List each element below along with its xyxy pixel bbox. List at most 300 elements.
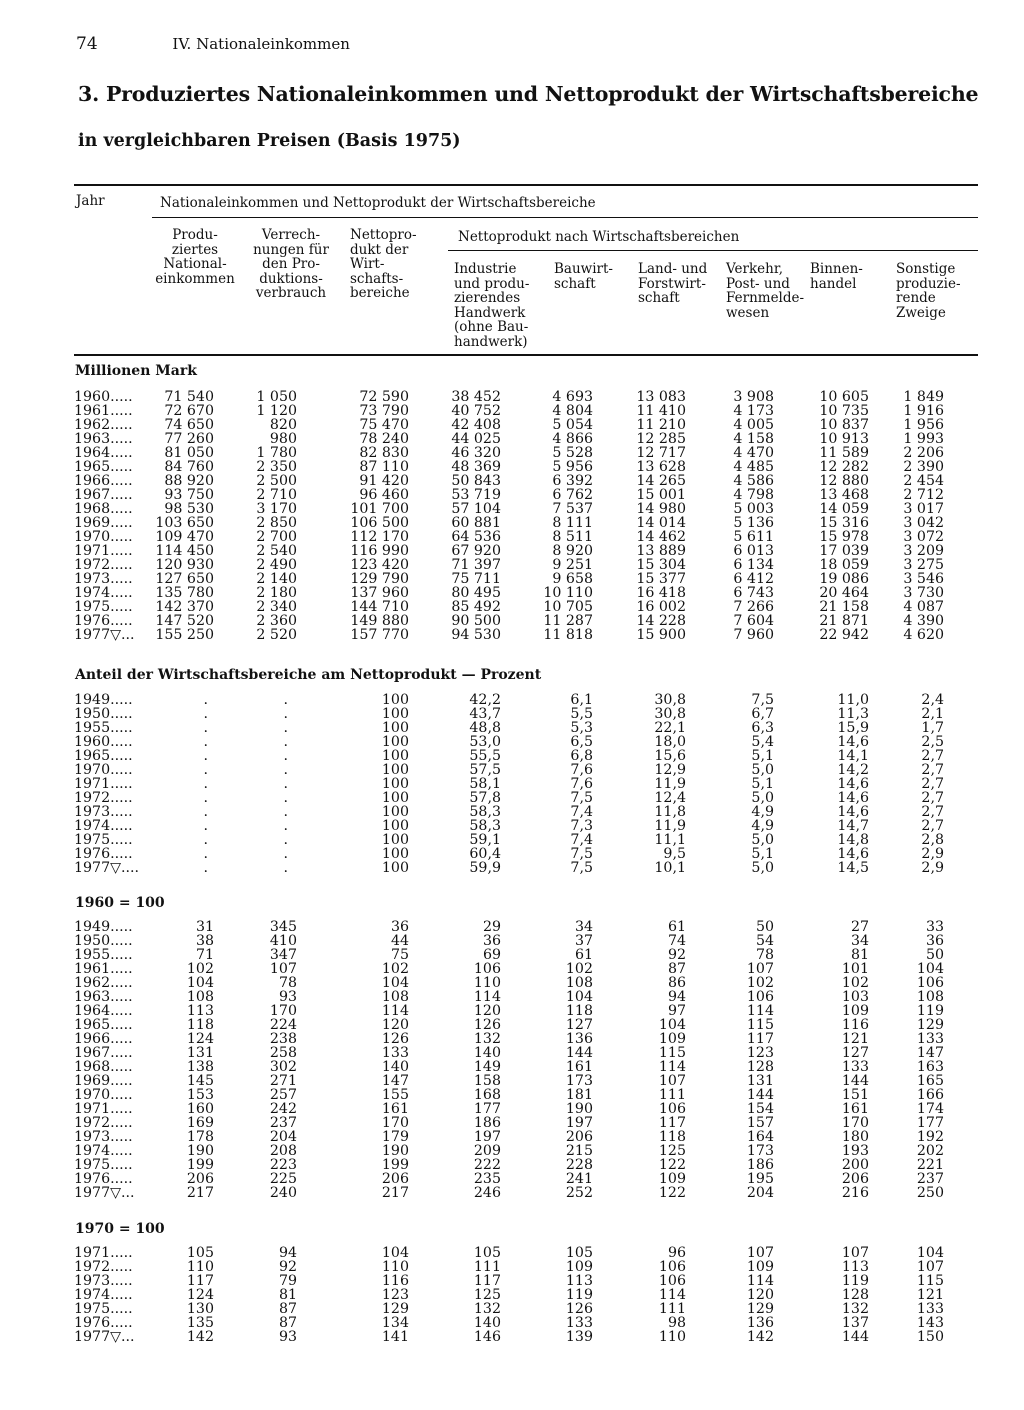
col-bauwirtschaft: 61 bbox=[574, 947, 593, 963]
col-nettoprodukt: 179 bbox=[381, 1129, 409, 1145]
col-verkehr: 7 960 bbox=[733, 627, 774, 643]
col-nettoprodukt: 96 460 bbox=[359, 487, 409, 503]
col-verkehr: 128 bbox=[746, 1059, 774, 1075]
table-row bbox=[74, 791, 954, 805]
col-verkehr: 7,5 bbox=[751, 692, 774, 708]
col-nationaleinkommen: 142 bbox=[186, 1329, 214, 1345]
col-binnenhandel: 15 978 bbox=[819, 529, 869, 545]
col-binnenhandel: 14 059 bbox=[819, 501, 869, 517]
col-verrechnungen: 79 bbox=[278, 1273, 297, 1289]
col-nettoprodukt: 129 790 bbox=[350, 571, 409, 587]
year-cell: 1955..... bbox=[74, 947, 133, 963]
col-land-forstwirtschaft: 111 bbox=[658, 1087, 686, 1103]
col-land-forstwirtschaft: 9,5 bbox=[663, 846, 686, 862]
year-cell: 1977▽.... bbox=[74, 860, 140, 876]
col-industrie: 177 bbox=[473, 1101, 501, 1117]
col-industrie: 57,5 bbox=[469, 762, 501, 778]
col-verrechnungen: 87 bbox=[278, 1315, 297, 1331]
col-sonstige: 119 bbox=[916, 1003, 944, 1019]
col-nettoprodukt: 100 bbox=[381, 818, 409, 834]
year-cell: 1973..... bbox=[74, 1129, 133, 1145]
col-bauwirtschaft: 9 658 bbox=[552, 571, 593, 587]
col-nationaleinkommen: 206 bbox=[186, 1171, 214, 1187]
col-sonstige: 33 bbox=[925, 919, 944, 935]
header-sonstige: Sonstige produzie- rende Zweige bbox=[896, 261, 961, 321]
col-sonstige: 129 bbox=[916, 1017, 944, 1033]
col-bauwirtschaft: 5,5 bbox=[570, 706, 593, 722]
col-verkehr: 4 005 bbox=[733, 417, 774, 433]
col-verkehr: 4 470 bbox=[733, 445, 774, 461]
year-cell: 1971..... bbox=[74, 776, 133, 792]
col-bauwirtschaft: 161 bbox=[565, 1059, 593, 1075]
col-verrechnungen: 240 bbox=[269, 1185, 297, 1201]
table-row bbox=[74, 544, 954, 558]
col-land-forstwirtschaft: 114 bbox=[658, 1287, 686, 1303]
col-verkehr: 107 bbox=[746, 1245, 774, 1261]
col-bauwirtschaft: 6,1 bbox=[570, 692, 593, 708]
col-verrechnungen: . bbox=[283, 706, 288, 722]
col-sonstige: 4 087 bbox=[903, 599, 944, 615]
col-binnenhandel: 14,1 bbox=[837, 748, 869, 764]
col-sonstige: 4 390 bbox=[903, 613, 944, 629]
col-nationaleinkommen: 145 bbox=[186, 1073, 214, 1089]
col-bauwirtschaft: 241 bbox=[565, 1171, 593, 1187]
col-land-forstwirtschaft: 13 889 bbox=[636, 543, 686, 559]
table-row bbox=[74, 530, 954, 544]
col-sonstige: 147 bbox=[916, 1045, 944, 1061]
col-sonstige: 2,4 bbox=[921, 692, 944, 708]
table-row bbox=[74, 628, 954, 642]
col-land-forstwirtschaft: 92 bbox=[667, 947, 686, 963]
col-bauwirtschaft: 7 537 bbox=[552, 501, 593, 517]
col-verrechnungen: 980 bbox=[269, 431, 297, 447]
header-nettoprodukt: Nettopro- dukt der Wirt- schafts- bereiche bbox=[350, 227, 417, 301]
col-sonstige: 2,5 bbox=[921, 734, 944, 750]
col-verrechnungen: . bbox=[283, 832, 288, 848]
header-verrechnungen: Verrech- nungen für den Pro- duktions- verbrauch bbox=[253, 227, 329, 301]
col-land-forstwirtschaft: 15,6 bbox=[654, 748, 686, 764]
col-nettoprodukt: 104 bbox=[381, 1245, 409, 1261]
col-sonstige: 2,7 bbox=[921, 762, 944, 778]
col-nettoprodukt: 82 830 bbox=[359, 445, 409, 461]
col-nationaleinkommen: 77 260 bbox=[164, 431, 214, 447]
col-industrie: 53,0 bbox=[469, 734, 501, 750]
col-nettoprodukt: 114 bbox=[381, 1003, 409, 1019]
running-title: IV. Nationaleinkommen bbox=[172, 35, 350, 53]
year-cell: 1962..... bbox=[74, 417, 133, 433]
col-nationaleinkommen: 98 530 bbox=[164, 501, 214, 517]
header-land-forstwirtschaft: Land- und Forstwirt- schaft bbox=[638, 261, 708, 306]
year-cell: 1974..... bbox=[74, 585, 133, 601]
col-land-forstwirtschaft: 11 410 bbox=[636, 403, 686, 419]
col-binnenhandel: 206 bbox=[841, 1171, 869, 1187]
col-binnenhandel: 14,7 bbox=[837, 818, 869, 834]
col-verkehr: 6,3 bbox=[751, 720, 774, 736]
table-row bbox=[74, 962, 954, 976]
col-land-forstwirtschaft: 111 bbox=[658, 1301, 686, 1317]
col-sonstige: 133 bbox=[916, 1031, 944, 1047]
col-industrie: 158 bbox=[473, 1073, 501, 1089]
col-verrechnungen: 2 700 bbox=[256, 529, 297, 545]
col-sonstige: 3 730 bbox=[903, 585, 944, 601]
col-binnenhandel: 12 282 bbox=[819, 459, 869, 475]
col-verkehr: 129 bbox=[746, 1301, 774, 1317]
col-verrechnungen: 3 170 bbox=[256, 501, 297, 517]
col-binnenhandel: 113 bbox=[841, 1259, 869, 1275]
table-subtitle: in vergleichbaren Preisen (Basis 1975) bbox=[78, 131, 461, 151]
col-bauwirtschaft: 252 bbox=[565, 1185, 593, 1201]
col-nettoprodukt: 100 bbox=[381, 846, 409, 862]
col-nettoprodukt: 170 bbox=[381, 1115, 409, 1131]
col-binnenhandel: 103 bbox=[841, 989, 869, 1005]
col-bauwirtschaft: 102 bbox=[565, 961, 593, 977]
col-verrechnungen: 2 710 bbox=[256, 487, 297, 503]
col-nationaleinkommen: 142 370 bbox=[155, 599, 214, 615]
year-cell: 1975..... bbox=[74, 1157, 133, 1173]
table-row bbox=[74, 1018, 954, 1032]
col-bauwirtschaft: 11 287 bbox=[543, 613, 593, 629]
col-bauwirtschaft: 5 528 bbox=[552, 445, 593, 461]
col-industrie: 59,1 bbox=[469, 832, 501, 848]
col-sonstige: 174 bbox=[916, 1101, 944, 1117]
section-label: Anteil der Wirtschaftsbereiche am Nettoprodukt — Prozent bbox=[75, 667, 542, 683]
table-row bbox=[74, 833, 954, 847]
col-industrie: 40 752 bbox=[451, 403, 501, 419]
col-verkehr: 6 013 bbox=[733, 543, 774, 559]
col-sonstige: 2 206 bbox=[903, 445, 944, 461]
col-verrechnungen: 1 050 bbox=[256, 389, 297, 405]
col-binnenhandel: 216 bbox=[841, 1185, 869, 1201]
col-land-forstwirtschaft: 14 462 bbox=[636, 529, 686, 545]
col-nettoprodukt: 155 bbox=[381, 1087, 409, 1103]
col-land-forstwirtschaft: 11,9 bbox=[654, 818, 686, 834]
table-row bbox=[74, 1060, 954, 1074]
col-sonstige: 115 bbox=[916, 1273, 944, 1289]
col-verrechnungen: 1 120 bbox=[256, 403, 297, 419]
table-row bbox=[74, 948, 954, 962]
col-land-forstwirtschaft: 12,9 bbox=[654, 762, 686, 778]
col-bauwirtschaft: 6 762 bbox=[552, 487, 593, 503]
col-sonstige: 1 956 bbox=[903, 417, 944, 433]
col-verkehr: 4 173 bbox=[733, 403, 774, 419]
col-nationaleinkommen: . bbox=[203, 818, 208, 834]
header-bauwirtschaft: Bauwirt- schaft bbox=[554, 261, 613, 292]
col-sonstige: 133 bbox=[916, 1301, 944, 1317]
table-row bbox=[74, 721, 954, 735]
col-sonstige: 177 bbox=[916, 1115, 944, 1131]
col-verkehr: 4 586 bbox=[733, 473, 774, 489]
year-cell: 1969..... bbox=[74, 515, 133, 531]
col-industrie: 209 bbox=[473, 1143, 501, 1159]
col-verkehr: 5,0 bbox=[751, 790, 774, 806]
col-verrechnungen: 820 bbox=[269, 417, 297, 433]
col-bauwirtschaft: 127 bbox=[565, 1017, 593, 1033]
col-verrechnungen: 1 780 bbox=[256, 445, 297, 461]
col-verrechnungen: 237 bbox=[269, 1115, 297, 1131]
col-nationaleinkommen: 127 650 bbox=[155, 571, 214, 587]
col-verrechnungen: . bbox=[283, 692, 288, 708]
col-land-forstwirtschaft: 98 bbox=[667, 1315, 686, 1331]
table-row bbox=[74, 1302, 954, 1316]
col-bauwirtschaft: 139 bbox=[565, 1329, 593, 1345]
col-land-forstwirtschaft: 11,8 bbox=[654, 804, 686, 820]
col-binnenhandel: 116 bbox=[841, 1017, 869, 1033]
col-bauwirtschaft: 11 818 bbox=[543, 627, 593, 643]
col-nationaleinkommen: 93 750 bbox=[164, 487, 214, 503]
col-sonstige: 121 bbox=[916, 1287, 944, 1303]
col-industrie: 59,9 bbox=[469, 860, 501, 876]
col-verkehr: 131 bbox=[746, 1073, 774, 1089]
col-binnenhandel: 127 bbox=[841, 1045, 869, 1061]
col-verkehr: 114 bbox=[746, 1273, 774, 1289]
col-binnenhandel: 137 bbox=[841, 1315, 869, 1331]
col-land-forstwirtschaft: 15 001 bbox=[636, 487, 686, 503]
col-verrechnungen: 170 bbox=[269, 1003, 297, 1019]
col-binnenhandel: 13 468 bbox=[819, 487, 869, 503]
col-nettoprodukt: 126 bbox=[381, 1031, 409, 1047]
col-nationaleinkommen: 147 520 bbox=[155, 613, 214, 629]
table-row bbox=[74, 1144, 954, 1158]
col-industrie: 90 500 bbox=[451, 613, 501, 629]
col-bauwirtschaft: 126 bbox=[565, 1301, 593, 1317]
col-verrechnungen: . bbox=[283, 762, 288, 778]
col-industrie: 222 bbox=[473, 1157, 501, 1173]
col-sonstige: 166 bbox=[916, 1087, 944, 1103]
col-bauwirtschaft: 104 bbox=[565, 989, 593, 1005]
section-label: 1960 = 100 bbox=[75, 895, 165, 911]
col-nettoprodukt: 100 bbox=[381, 734, 409, 750]
table-row bbox=[74, 749, 954, 763]
col-verkehr: 5,0 bbox=[751, 860, 774, 876]
col-binnenhandel: 14,6 bbox=[837, 734, 869, 750]
table-row bbox=[74, 418, 954, 432]
section-rows bbox=[74, 920, 954, 1200]
col-sonstige: 143 bbox=[916, 1315, 944, 1331]
col-binnenhandel: 133 bbox=[841, 1059, 869, 1075]
col-bauwirtschaft: 5 054 bbox=[552, 417, 593, 433]
header-top: Nationaleinkommen und Nettoprodukt der Wirtschaftsbereiche bbox=[160, 195, 596, 211]
col-nationaleinkommen: 110 bbox=[186, 1259, 214, 1275]
header-group: Nettoprodukt nach Wirtschaftsbereichen bbox=[458, 229, 740, 245]
table-title: 3. Produziertes Nationaleinkommen und Nettoprodukt der Wirtschaftsbereiche bbox=[78, 82, 979, 106]
table-row bbox=[74, 600, 954, 614]
col-sonstige: 106 bbox=[916, 975, 944, 991]
col-land-forstwirtschaft: 14 014 bbox=[636, 515, 686, 531]
table-row bbox=[74, 1004, 954, 1018]
col-binnenhandel: 14,2 bbox=[837, 762, 869, 778]
table-row bbox=[74, 1102, 954, 1116]
col-nettoprodukt: 91 420 bbox=[359, 473, 409, 489]
col-verkehr: 4 798 bbox=[733, 487, 774, 503]
table-row bbox=[74, 446, 954, 460]
col-land-forstwirtschaft: 74 bbox=[667, 933, 686, 949]
col-verkehr: 5,1 bbox=[751, 776, 774, 792]
col-nationaleinkommen: . bbox=[203, 860, 208, 876]
col-industrie: 71 397 bbox=[451, 557, 501, 573]
col-verrechnungen: 242 bbox=[269, 1101, 297, 1117]
col-bauwirtschaft: 7,5 bbox=[570, 860, 593, 876]
table-row bbox=[74, 861, 954, 875]
col-verrechnungen: . bbox=[283, 748, 288, 764]
col-nettoprodukt: 116 990 bbox=[350, 543, 409, 559]
col-binnenhandel: 144 bbox=[841, 1073, 869, 1089]
col-verkehr: 5,1 bbox=[751, 846, 774, 862]
col-bauwirtschaft: 4 693 bbox=[552, 389, 593, 405]
year-cell: 1967..... bbox=[74, 487, 133, 503]
col-sonstige: 108 bbox=[916, 989, 944, 1005]
col-verrechnungen: 78 bbox=[278, 975, 297, 991]
col-verrechnungen: 208 bbox=[269, 1143, 297, 1159]
col-verrechnungen: . bbox=[283, 804, 288, 820]
col-land-forstwirtschaft: 30,8 bbox=[654, 706, 686, 722]
col-industrie: 146 bbox=[473, 1329, 501, 1345]
col-industrie: 132 bbox=[473, 1031, 501, 1047]
col-binnenhandel: 170 bbox=[841, 1115, 869, 1131]
col-verkehr: 136 bbox=[746, 1315, 774, 1331]
year-cell: 1973..... bbox=[74, 804, 133, 820]
col-binnenhandel: 121 bbox=[841, 1031, 869, 1047]
col-industrie: 58,3 bbox=[469, 818, 501, 834]
year-cell: 1972..... bbox=[74, 1259, 133, 1275]
year-cell: 1974..... bbox=[74, 1287, 133, 1303]
col-bauwirtschaft: 10 705 bbox=[543, 599, 593, 615]
col-nettoprodukt: 87 110 bbox=[359, 459, 409, 475]
year-cell: 1971..... bbox=[74, 1245, 133, 1261]
col-nettoprodukt: 123 420 bbox=[350, 557, 409, 573]
year-cell: 1961..... bbox=[74, 961, 133, 977]
table-row bbox=[74, 1274, 954, 1288]
col-land-forstwirtschaft: 104 bbox=[658, 1017, 686, 1033]
col-verkehr: 6 412 bbox=[733, 571, 774, 587]
col-sonstige: 50 bbox=[925, 947, 944, 963]
col-verrechnungen: . bbox=[283, 720, 288, 736]
col-nationaleinkommen: . bbox=[203, 776, 208, 792]
col-verrechnungen: 224 bbox=[269, 1017, 297, 1033]
col-verkehr: 54 bbox=[755, 933, 774, 949]
col-nettoprodukt: 157 770 bbox=[350, 627, 409, 643]
col-verkehr: 204 bbox=[746, 1185, 774, 1201]
col-verrechnungen: 225 bbox=[269, 1171, 297, 1187]
col-land-forstwirtschaft: 14 265 bbox=[636, 473, 686, 489]
col-bauwirtschaft: 7,3 bbox=[570, 818, 593, 834]
col-industrie: 85 492 bbox=[451, 599, 501, 615]
col-bauwirtschaft: 206 bbox=[565, 1129, 593, 1145]
col-bauwirtschaft: 118 bbox=[565, 1003, 593, 1019]
col-binnenhandel: 11,0 bbox=[837, 692, 869, 708]
col-binnenhandel: 17 039 bbox=[819, 543, 869, 559]
col-nationaleinkommen: 84 760 bbox=[164, 459, 214, 475]
col-nationaleinkommen: 135 780 bbox=[155, 585, 214, 601]
col-verrechnungen: 345 bbox=[269, 919, 297, 935]
year-cell: 1972..... bbox=[74, 1115, 133, 1131]
col-industrie: 43,7 bbox=[469, 706, 501, 722]
col-bauwirtschaft: 5,3 bbox=[570, 720, 593, 736]
col-verrechnungen: 257 bbox=[269, 1087, 297, 1103]
header-jahr: Jahr bbox=[76, 193, 105, 209]
year-cell: 1968..... bbox=[74, 501, 133, 517]
col-binnenhandel: 11 589 bbox=[819, 445, 869, 461]
col-bauwirtschaft: 8 111 bbox=[552, 515, 593, 531]
col-nationaleinkommen: 155 250 bbox=[155, 627, 214, 643]
col-verkehr: 157 bbox=[746, 1115, 774, 1131]
col-sonstige: 2,7 bbox=[921, 818, 944, 834]
col-nettoprodukt: 100 bbox=[381, 706, 409, 722]
col-verkehr: 173 bbox=[746, 1143, 774, 1159]
col-nationaleinkommen: 169 bbox=[186, 1115, 214, 1131]
col-industrie: 55,5 bbox=[469, 748, 501, 764]
col-bauwirtschaft: 113 bbox=[565, 1273, 593, 1289]
year-cell: 1960..... bbox=[74, 734, 133, 750]
col-sonstige: 2,1 bbox=[921, 706, 944, 722]
col-nettoprodukt: 123 bbox=[381, 1287, 409, 1303]
col-nettoprodukt: 36 bbox=[390, 919, 409, 935]
col-sonstige: 36 bbox=[925, 933, 944, 949]
col-nettoprodukt: 147 bbox=[381, 1073, 409, 1089]
col-bauwirtschaft: 105 bbox=[565, 1245, 593, 1261]
col-verrechnungen: . bbox=[283, 818, 288, 834]
table-row bbox=[74, 819, 954, 833]
col-industrie: 64 536 bbox=[451, 529, 501, 545]
col-verrechnungen: 271 bbox=[269, 1073, 297, 1089]
table-row bbox=[74, 572, 954, 586]
col-nationaleinkommen: 38 bbox=[195, 933, 214, 949]
year-cell: 1966..... bbox=[74, 1031, 133, 1047]
col-industrie: 246 bbox=[473, 1185, 501, 1201]
col-land-forstwirtschaft: 12 717 bbox=[636, 445, 686, 461]
col-verrechnungen: 94 bbox=[278, 1245, 297, 1261]
col-sonstige: 165 bbox=[916, 1073, 944, 1089]
col-bauwirtschaft: 197 bbox=[565, 1115, 593, 1131]
col-industrie: 67 920 bbox=[451, 543, 501, 559]
col-land-forstwirtschaft: 106 bbox=[658, 1259, 686, 1275]
running-header bbox=[76, 34, 350, 54]
col-nettoprodukt: 141 bbox=[381, 1329, 409, 1345]
col-verkehr: 115 bbox=[746, 1017, 774, 1033]
col-nationaleinkommen: 88 920 bbox=[164, 473, 214, 489]
col-nationaleinkommen: 120 930 bbox=[155, 557, 214, 573]
col-nationaleinkommen: 71 540 bbox=[164, 389, 214, 405]
col-sonstige: 3 042 bbox=[903, 515, 944, 531]
col-sonstige: 107 bbox=[916, 1259, 944, 1275]
year-cell: 1960..... bbox=[74, 389, 133, 405]
col-verkehr: 5 136 bbox=[733, 515, 774, 531]
col-binnenhandel: 18 059 bbox=[819, 557, 869, 573]
col-nationaleinkommen: 72 670 bbox=[164, 403, 214, 419]
col-land-forstwirtschaft: 61 bbox=[667, 919, 686, 935]
col-industrie: 132 bbox=[473, 1301, 501, 1317]
col-verkehr: 5 611 bbox=[733, 529, 774, 545]
col-verrechnungen: 2 520 bbox=[256, 627, 297, 643]
col-bauwirtschaft: 37 bbox=[574, 933, 593, 949]
col-land-forstwirtschaft: 114 bbox=[658, 1059, 686, 1075]
col-nettoprodukt: 101 700 bbox=[350, 501, 409, 517]
col-verkehr: 106 bbox=[746, 989, 774, 1005]
col-binnenhandel: 109 bbox=[841, 1003, 869, 1019]
col-verkehr: 120 bbox=[746, 1287, 774, 1303]
section-rows bbox=[74, 390, 954, 642]
col-land-forstwirtschaft: 106 bbox=[658, 1273, 686, 1289]
col-land-forstwirtschaft: 10,1 bbox=[654, 860, 686, 876]
table-row bbox=[74, 502, 954, 516]
col-verrechnungen: 2 540 bbox=[256, 543, 297, 559]
col-land-forstwirtschaft: 87 bbox=[667, 961, 686, 977]
col-industrie: 57,8 bbox=[469, 790, 501, 806]
col-nettoprodukt: 73 790 bbox=[359, 403, 409, 419]
col-bauwirtschaft: 109 bbox=[565, 1259, 593, 1275]
table-row bbox=[74, 1288, 954, 1302]
col-sonstige: 3 072 bbox=[903, 529, 944, 545]
table-row bbox=[74, 614, 954, 628]
